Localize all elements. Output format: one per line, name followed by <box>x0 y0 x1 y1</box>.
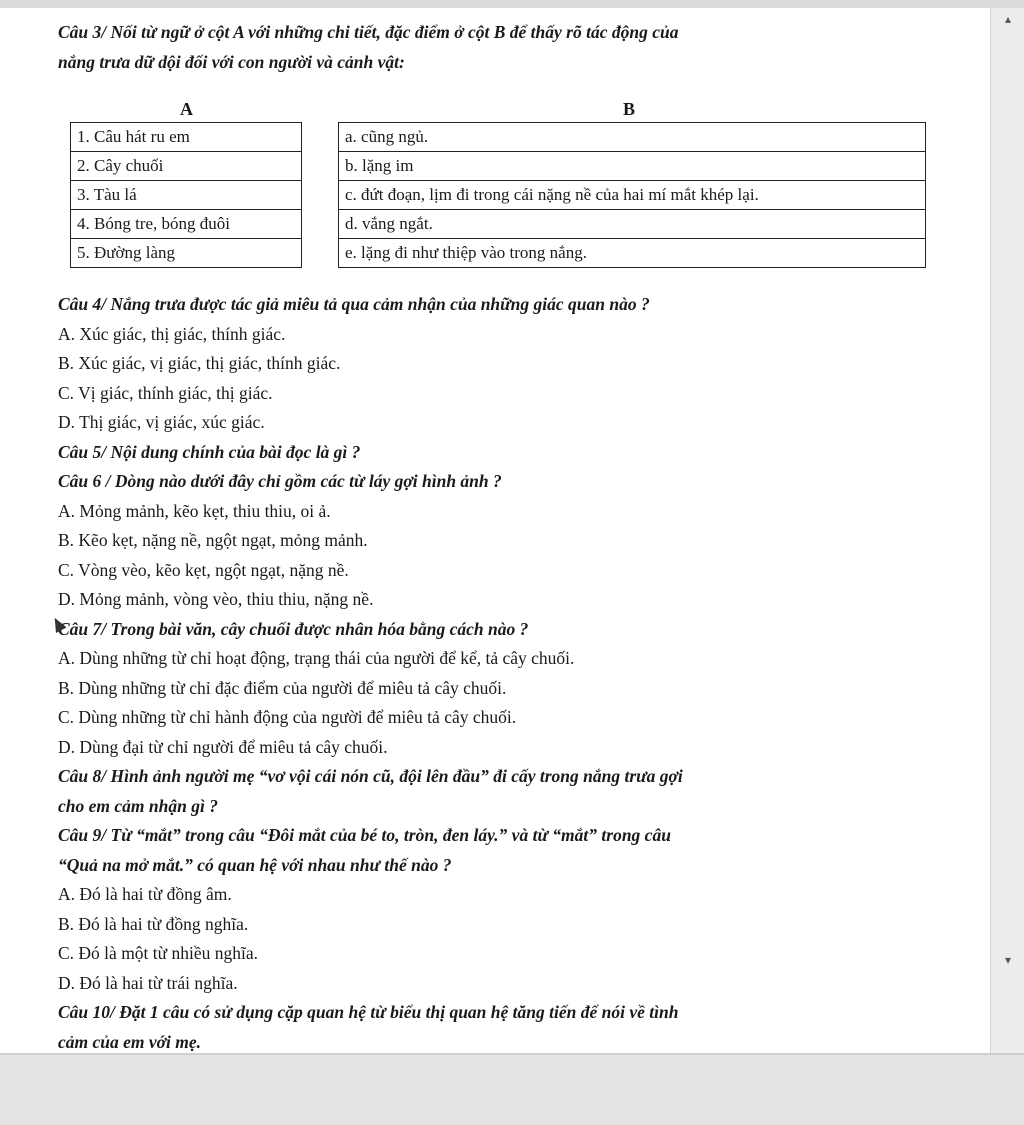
column-b-table <box>338 122 926 268</box>
q9-line1: Câu 9/ Từ “mắt” trong câu “Đôi mắt của bé to, tròn, đen láy.” và từ “mắt” trong câu <box>58 825 671 845</box>
q8-line2: cho em cảm nhận gì ? <box>58 795 218 816</box>
q7-option-b: B. Dùng những từ chỉ đặc điểm của người để miêu tả cây chuối. <box>58 677 507 698</box>
vertical-scrollbar[interactable] <box>990 8 1024 1053</box>
column-a-cell: 1. Câu hát ru em <box>71 123 302 152</box>
q7-question: Câu 7/ Trong bài văn, cây chuối được nhân hóa bằng cách nào ? <box>58 618 529 639</box>
document-page <box>0 8 990 1053</box>
q5-question: Câu 5/ Nội dung chính của bài đọc là gì ? <box>58 441 361 462</box>
column-b-header: B <box>623 99 636 119</box>
q9-option-c: C. Đó là một từ nhiều nghĩa. <box>58 943 259 963</box>
table-row <box>71 210 302 239</box>
top-strip <box>0 0 1024 8</box>
q10-line1: Câu 10/ Đặt 1 câu có sử dụng cặp quan hệ từ biểu thị quan hệ tăng tiến để nói về tình <box>58 1002 679 1022</box>
q10-line2: cảm của em với mẹ. <box>58 1031 202 1052</box>
column-a-cell: 5. Đường làng <box>71 239 302 268</box>
table-row <box>339 239 926 268</box>
column-b-cell: b. lặng im <box>339 152 926 181</box>
q6-option-b: B. Kẽo kẹt, nặng nề, ngột ngạt, mỏng mảnh. <box>58 530 368 550</box>
q4-option-c: C. Vị giác, thính giác, thị giác. <box>58 382 273 403</box>
q4-question: Câu 4/ Nắng trưa được tác giả miêu tả qua cảm nhận của những giác quan nào ? <box>58 294 650 314</box>
table-row <box>71 239 302 268</box>
column-b-cell: d. vắng ngắt. <box>339 210 926 239</box>
table-row <box>71 181 302 210</box>
q8-line1: Câu 8/ Hình ảnh người mẹ “vơ vội cái nón cũ, đội lên đầu” đi cấy trong nắng trưa gợi <box>58 766 683 786</box>
column-a-cell: 2. Cây chuối <box>71 152 302 181</box>
q9-option-d: D. Đó là hai từ trái nghĩa. <box>58 972 238 993</box>
column-b-cell: c. đứt đoạn, lịm đi trong cái nặng nề của hai mí mắt khép lại. <box>339 181 926 210</box>
q6-question: Câu 6 / Dòng nào dưới đây chỉ gồm các từ láy gợi hình ảnh ? <box>58 471 502 491</box>
scroll-up-icon[interactable]: ▴ <box>1005 12 1012 26</box>
q4-option-b: B. Xúc giác, vị giác, thị giác, thính giác. <box>58 353 341 373</box>
q4-option-a: A. Xúc giác, thị giác, thính giác. <box>58 323 286 344</box>
bottom-toolbar <box>0 1053 1024 1125</box>
q7-option-d: D. Dùng đại từ chỉ người để miêu tả cây chuối. <box>58 736 388 757</box>
q6-option-a: A. Mỏng mảnh, kẽo kẹt, thiu thiu, oi ả. <box>58 500 331 521</box>
q4-option-d: D. Thị giác, vị giác, xúc giác. <box>58 412 265 432</box>
q9-line2: “Quả na mở mắt.” có quan hệ với nhau như thế nào ? <box>58 854 452 875</box>
column-a-header: A <box>180 99 193 119</box>
q7-question-row <box>58 615 938 645</box>
q7-option-a: A. Dùng những từ chỉ hoạt động, trạng thái của người để kể, tả cây chuối. <box>58 648 575 668</box>
table-row <box>339 123 926 152</box>
matching-tables <box>58 18 938 262</box>
table-row <box>71 152 302 181</box>
column-a-cell: 4. Bóng tre, bóng đuôi <box>71 210 302 239</box>
q9-option-a: A. Đó là hai từ đồng âm. <box>58 884 232 904</box>
column-b-cell: a. cũng ngủ. <box>339 123 926 152</box>
table-row <box>71 123 302 152</box>
document-content <box>58 18 938 1052</box>
column-a-cell: 3. Tàu lá <box>71 181 302 210</box>
q6-option-c: C. Vòng vèo, kẽo kẹt, ngột ngạt, nặng nề. <box>58 559 349 580</box>
q7-option-c: C. Dùng những từ chỉ hành động của người để miêu tả cây chuối. <box>58 707 517 727</box>
table-row <box>339 210 926 239</box>
table-row <box>339 152 926 181</box>
column-b-cell: e. lặng đi như thiệp vào trong nắng. <box>339 239 926 268</box>
questions-block <box>58 290 938 1053</box>
scroll-down-icon[interactable]: ▾ <box>1005 953 1012 967</box>
q3-line1: Câu 3/ Nối từ ngữ ở cột A với những chi tiết, đặc điểm ở cột B để thấy rõ tác động của <box>58 22 679 42</box>
q6-option-d: D. Mỏng mảnh, vòng vèo, thiu thiu, nặng nề. <box>58 589 374 609</box>
table-row <box>339 181 926 210</box>
q3-line2: nắng trưa dữ dội đối với con người và cảnh vật: <box>58 51 405 72</box>
q9-option-b: B. Đó là hai từ đồng nghĩa. <box>58 913 249 934</box>
column-a-table <box>70 122 302 268</box>
